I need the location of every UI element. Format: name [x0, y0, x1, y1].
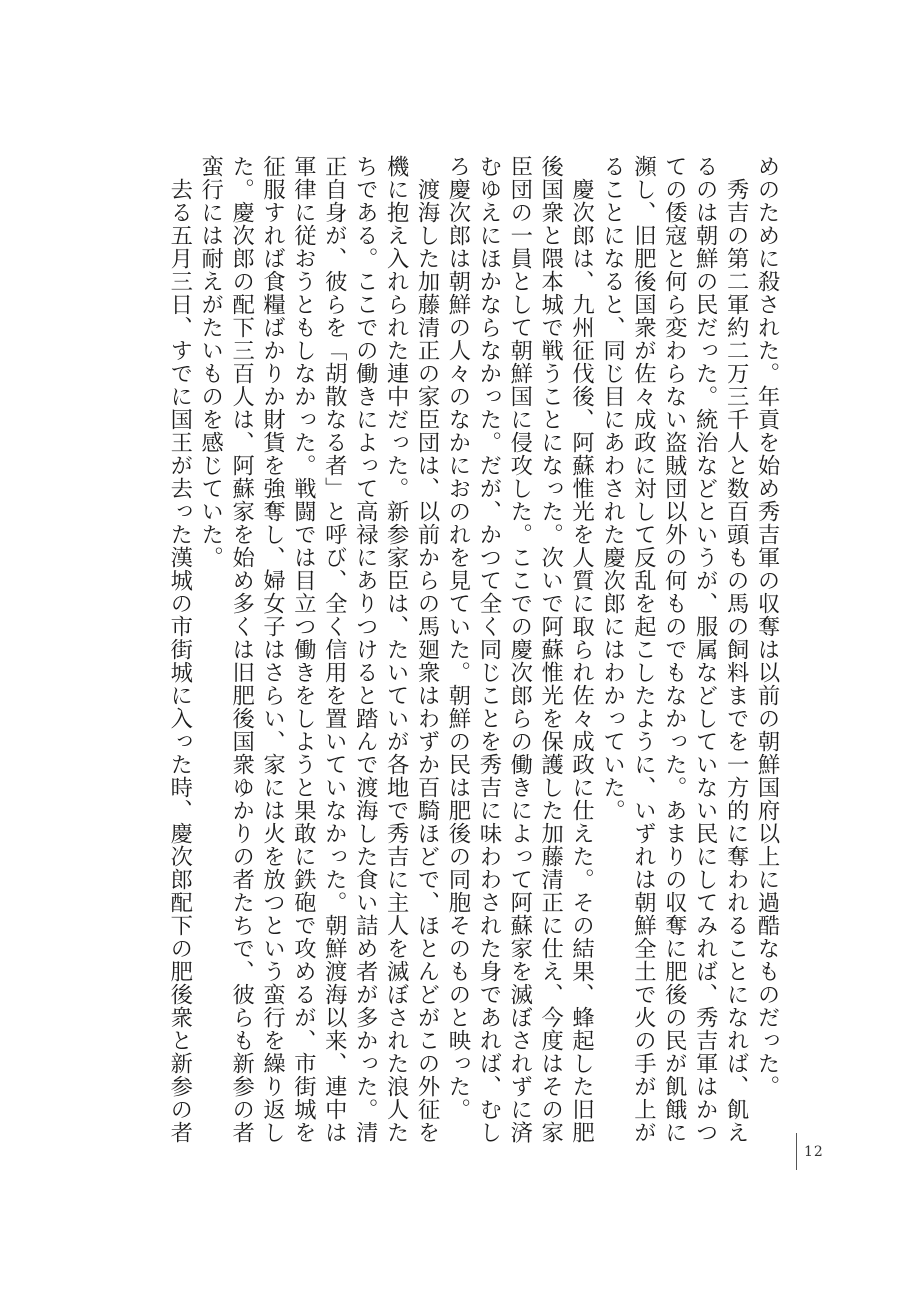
page-footer — [796, 1133, 856, 1173]
text-column: 臣団の一員として朝鮮国に侵攻した。ここでの慶次郎らの働きによって阿蘇家を滅ぼされずに済 — [506, 155, 533, 1144]
text-column: 去る五月三日、すでに国王が去った漢城の市街城に入った時、慶次郎配下の肥後衆と新参の者 — [166, 178, 193, 1144]
text-column: 秀吉の第二軍約二万三千人と数百頭もの馬の飼料までを一方的に奪われることになれば、飢え — [723, 178, 750, 1144]
text-column: 後国衆と隈本城で戦うことになった。次いで阿蘇惟光を保護した加藤清正に仕え、今度はその家 — [537, 155, 564, 1144]
text-column: 征服すれば食糧ばかりか財貨を強奪し、婦女子はさらい、家には火を放つという蛮行を繰り返し — [259, 155, 286, 1144]
page-number-rule — [796, 1133, 797, 1170]
text-column: めのために殺された。年貢を始め秀吉軍の収奪は以前の朝鮮国府以上に過酷なものだった。 — [754, 155, 780, 1098]
text-column: 蛮行には耐えがたいものを感じていた。 — [197, 155, 224, 569]
text-column: ちである。ここでの働きによって高禄にありつけると踏んで渡海した食い詰め者が多かった。清 — [352, 155, 379, 1144]
text-column: ての倭寇と何ら変わらない盗賊団以外の何ものでもなかった。あまりの収奪に肥後の民が飢餓に — [661, 155, 688, 1144]
text-column: ることになると、同じ目にあわされた慶次郎にはわかっていた。 — [599, 155, 626, 822]
text-column: 渡海した加藤清正の家臣団は、以前からの馬廻衆はわずか百騎ほどで、ほとんどがこの外征を — [414, 178, 441, 1144]
text-column: た。慶次郎の配下三百人は、阿蘇家を始め多くは旧肥後国衆ゆかりの者たちで、彼らも新参の者 — [228, 155, 255, 1144]
text-column: るのは朝鮮の民だった。統治などというが、服属などしていない民にしてみれば、秀吉軍はかつ — [692, 155, 719, 1144]
vertical-text-body — [164, 155, 782, 1144]
text-column: 機に抱え入れられた連中だった。新参家臣は、たいていが各地で秀吉に主人を滅ぼされた浪人た — [383, 155, 410, 1144]
text-column: 正自身が、彼らを「胡散なる者」と呼び、全く信用を置いていなかった。朝鮮渡海以来、連中は — [321, 155, 348, 1144]
text-column: 慶次郎は、九州征伐後、阿蘇惟光を人質に取られ佐々成政に仕えた。その結果、蜂起した旧肥 — [568, 178, 595, 1144]
text-column: 瀕し、旧肥後国衆が佐々成政に対して反乱を起こしたように、いずれは朝鮮全土で火の手が上が — [630, 155, 657, 1144]
text-column: ろ慶次郎は朝鮮の人々のなかにおのれを見ていた。朝鮮の民は肥後の同胞そのものと映った。 — [444, 155, 471, 1121]
page-number: 12 — [804, 1144, 824, 1160]
text-column: むゆえにほかならなかった。だが、かつて全く同じことを秀吉に味わわされた身であれば、むし — [475, 155, 502, 1144]
text-column: 軍律に従おうともしなかった。戦闘では目立つ働きをしようと果敢に鉄砲で攻めるが、市街城を — [290, 155, 317, 1144]
